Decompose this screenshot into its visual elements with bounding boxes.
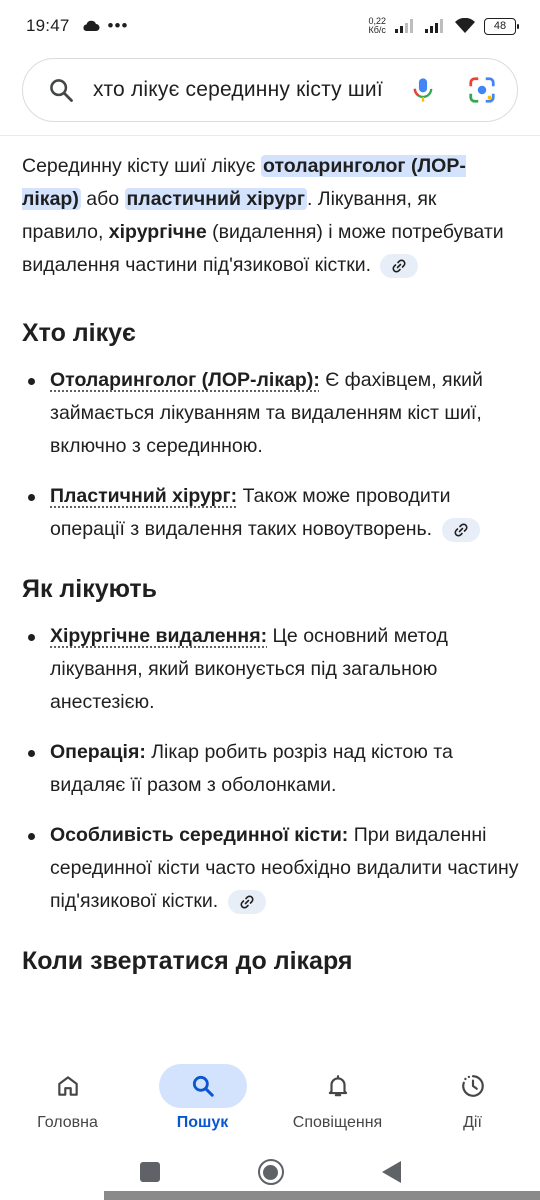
- search-icon: [47, 76, 75, 104]
- list-text: Є фахівцем, який займається лікуванням та видаленням кіст шиї, включно з серединною.: [50, 369, 483, 457]
- source-link-button[interactable]: [228, 890, 266, 914]
- mic-icon[interactable]: [409, 76, 437, 104]
- nav-pill: [24, 1064, 112, 1108]
- source-link-button[interactable]: [380, 254, 418, 278]
- list-term: Особливість серединної кісти:: [50, 824, 349, 846]
- link-icon: [239, 894, 255, 910]
- more-notifications-indicator: •••: [107, 16, 129, 35]
- who-treats-list: [22, 364, 520, 546]
- home-button-inner: [263, 1165, 278, 1180]
- signal-icon-2: [424, 18, 446, 34]
- search-bar[interactable]: [22, 58, 518, 122]
- source-link-button[interactable]: [442, 518, 480, 542]
- list-item: [22, 480, 520, 546]
- how-treated-list: [22, 620, 520, 918]
- answer-text: Серединну кісту шиї лікує: [22, 155, 262, 177]
- list-text: Це основний метод лікування, який виконується під загальною анестезією.: [50, 625, 448, 713]
- nav-item-activity[interactable]: [405, 1052, 540, 1144]
- answer-text: або: [80, 188, 125, 210]
- gesture-bar: [104, 1191, 540, 1200]
- network-speed-unit: Кб/с: [368, 25, 386, 35]
- list-item: [22, 620, 520, 719]
- network-speed: [368, 17, 386, 35]
- network-speed-value: 0,22: [368, 16, 386, 26]
- status-bar: [0, 0, 540, 52]
- list-item: [22, 819, 520, 918]
- status-left: [26, 16, 128, 36]
- search-input[interactable]: хто лікує серединну кісту шиї: [93, 78, 383, 101]
- nav-label: Дії: [463, 1114, 482, 1131]
- answer-summary: [22, 150, 520, 282]
- status-time: 19:47: [26, 16, 70, 35]
- google-lens-icon[interactable]: [467, 75, 497, 105]
- list-term[interactable]: Хірургічне видалення:: [50, 625, 268, 647]
- search-icon: [190, 1073, 216, 1099]
- answer-bold: хірургічне: [108, 221, 207, 243]
- nav-item-home[interactable]: [0, 1052, 135, 1144]
- nav-label: Сповіщення: [292, 1114, 383, 1131]
- nav-label: Головна: [37, 1114, 98, 1131]
- ai-overview-content: [22, 150, 520, 978]
- list-item: [22, 736, 520, 802]
- signal-icon: [394, 18, 416, 34]
- status-right: [368, 17, 516, 35]
- answer-text: . Лікування, як правило,: [22, 188, 437, 243]
- list-item: [22, 364, 520, 463]
- list-term: Операція:: [50, 741, 146, 763]
- answer-text: (видалення) і може потребувати видалення частини під'язикової кістки.: [22, 221, 504, 276]
- list-term[interactable]: Отоларинголог (ЛОР-лікар):: [50, 369, 320, 391]
- nav-pill: [294, 1064, 382, 1108]
- nav-pill-active: [159, 1064, 247, 1108]
- nav-pill: [429, 1064, 517, 1108]
- wifi-icon: [454, 18, 476, 34]
- home-button[interactable]: [258, 1159, 284, 1185]
- link-icon: [391, 258, 407, 274]
- list-term[interactable]: Пластичний хірург:: [50, 485, 238, 507]
- list-text: Лікар робить розріз над кістою та видаляє її разом з оболонками.: [50, 741, 453, 796]
- link-icon: [453, 522, 469, 538]
- nav-item-notifications[interactable]: [270, 1052, 405, 1144]
- home-icon: [55, 1073, 81, 1099]
- nav-label: Пошук: [176, 1114, 229, 1131]
- list-text: При видаленні серединної кісти часто необхідно видалити частину під'язикової кістки.: [50, 824, 519, 912]
- section-title-how-treated: Як лікують: [22, 575, 158, 603]
- bottom-navigation: [0, 1052, 540, 1144]
- highlight-plastic-surgeon[interactable]: пластичний хірург: [126, 188, 305, 210]
- activity-icon: [460, 1073, 486, 1099]
- highlight-otolaryngologist[interactable]: отоларинголог (ЛОР-лікар): [22, 155, 466, 210]
- list-text: Також може проводити операції з видалення таких новоутворень.: [50, 485, 451, 540]
- bell-icon: [325, 1073, 351, 1099]
- cloud-icon: [82, 20, 100, 32]
- recent-apps-button[interactable]: [140, 1162, 160, 1182]
- search-divider: [0, 135, 540, 136]
- back-button[interactable]: [382, 1161, 401, 1183]
- section-title-who-treats: Хто лікує: [22, 319, 136, 347]
- nav-item-search[interactable]: [135, 1052, 270, 1144]
- section-title-when-to-see: Коли звертатися до лікаря: [22, 947, 353, 975]
- battery-indicator: 48: [484, 18, 516, 35]
